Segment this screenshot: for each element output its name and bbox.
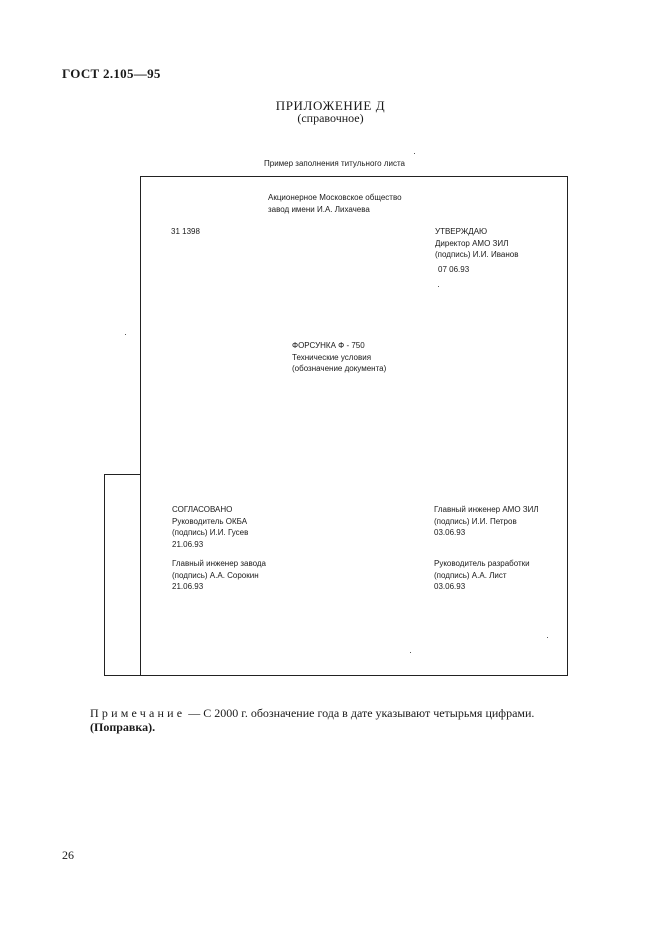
print-speck <box>125 334 126 335</box>
plant-chief-date: 21.06.93 <box>172 582 204 591</box>
appendix-title: ПРИЛОЖЕНИЕ Д <box>275 98 386 113</box>
note <box>90 706 534 721</box>
product-block <box>292 340 386 375</box>
development-head-position: Руководитель разработки <box>434 559 530 568</box>
plant-chief-position: Главный инженер завода <box>172 559 267 568</box>
chief-engineer-date: 03.06.93 <box>434 528 466 537</box>
amendment-mark: (Поправка). <box>90 720 156 734</box>
print-speck <box>547 637 548 638</box>
example-caption: Пример заполнения титульного листа <box>264 159 405 168</box>
chief-engineer-block <box>434 504 539 539</box>
plant-chief-engineer-block <box>172 558 266 593</box>
standard-title: ГОСТ 2.105—95 <box>62 66 161 81</box>
document-designation: (обозначение документа) <box>292 364 387 373</box>
appendix-subtitle: (справочное) <box>297 111 364 125</box>
organization-block <box>268 192 402 215</box>
approval-block <box>435 226 518 261</box>
approval-date: 07 06.93 <box>438 265 470 274</box>
print-speck <box>414 153 415 154</box>
agreed-heading: СОГЛАСОВАНО <box>172 505 233 514</box>
agreed-signature: (подпись) И.И. Гусев <box>172 528 249 537</box>
print-speck <box>410 652 411 653</box>
development-head-date: 03.06.93 <box>434 582 466 591</box>
agreed-date: 21.06.93 <box>172 539 204 549</box>
development-head-signature: (подпись) А.А. Лист <box>434 570 507 580</box>
development-head-block <box>434 558 530 593</box>
document-type: Технические условия <box>292 352 372 362</box>
organization-line: завод имени И.А. Лихачева <box>268 204 370 214</box>
agreed-position: Руководитель ОКБА <box>172 516 248 526</box>
agreed-block <box>172 504 248 550</box>
organization-line: Акционерное Московское общество <box>268 193 402 202</box>
plant-chief-signature: (подпись) А.А. Сорокин <box>172 570 259 580</box>
page-number: 26 <box>62 848 74 862</box>
binding-strip <box>104 474 141 676</box>
chief-engineer-signature: (подпись) И.И. Петров <box>434 516 517 526</box>
approval-heading: УТВЕРЖДАЮ <box>435 227 488 236</box>
product-name: ФОРСУНКА Ф - 750 <box>292 341 365 350</box>
note-text: — С 2000 г. обозначение года в дате указывают четырьмя цифрами. <box>185 706 535 720</box>
print-speck <box>438 286 439 287</box>
approval-signature: (подпись) И.И. Иванов <box>435 250 519 259</box>
classification-code: 31 1398 <box>171 227 200 236</box>
approval-position: Директор АМО ЗИЛ <box>435 238 509 248</box>
chief-engineer-position: Главный инженер АМО ЗИЛ <box>434 505 539 514</box>
note-lead: Примечание <box>90 706 186 720</box>
